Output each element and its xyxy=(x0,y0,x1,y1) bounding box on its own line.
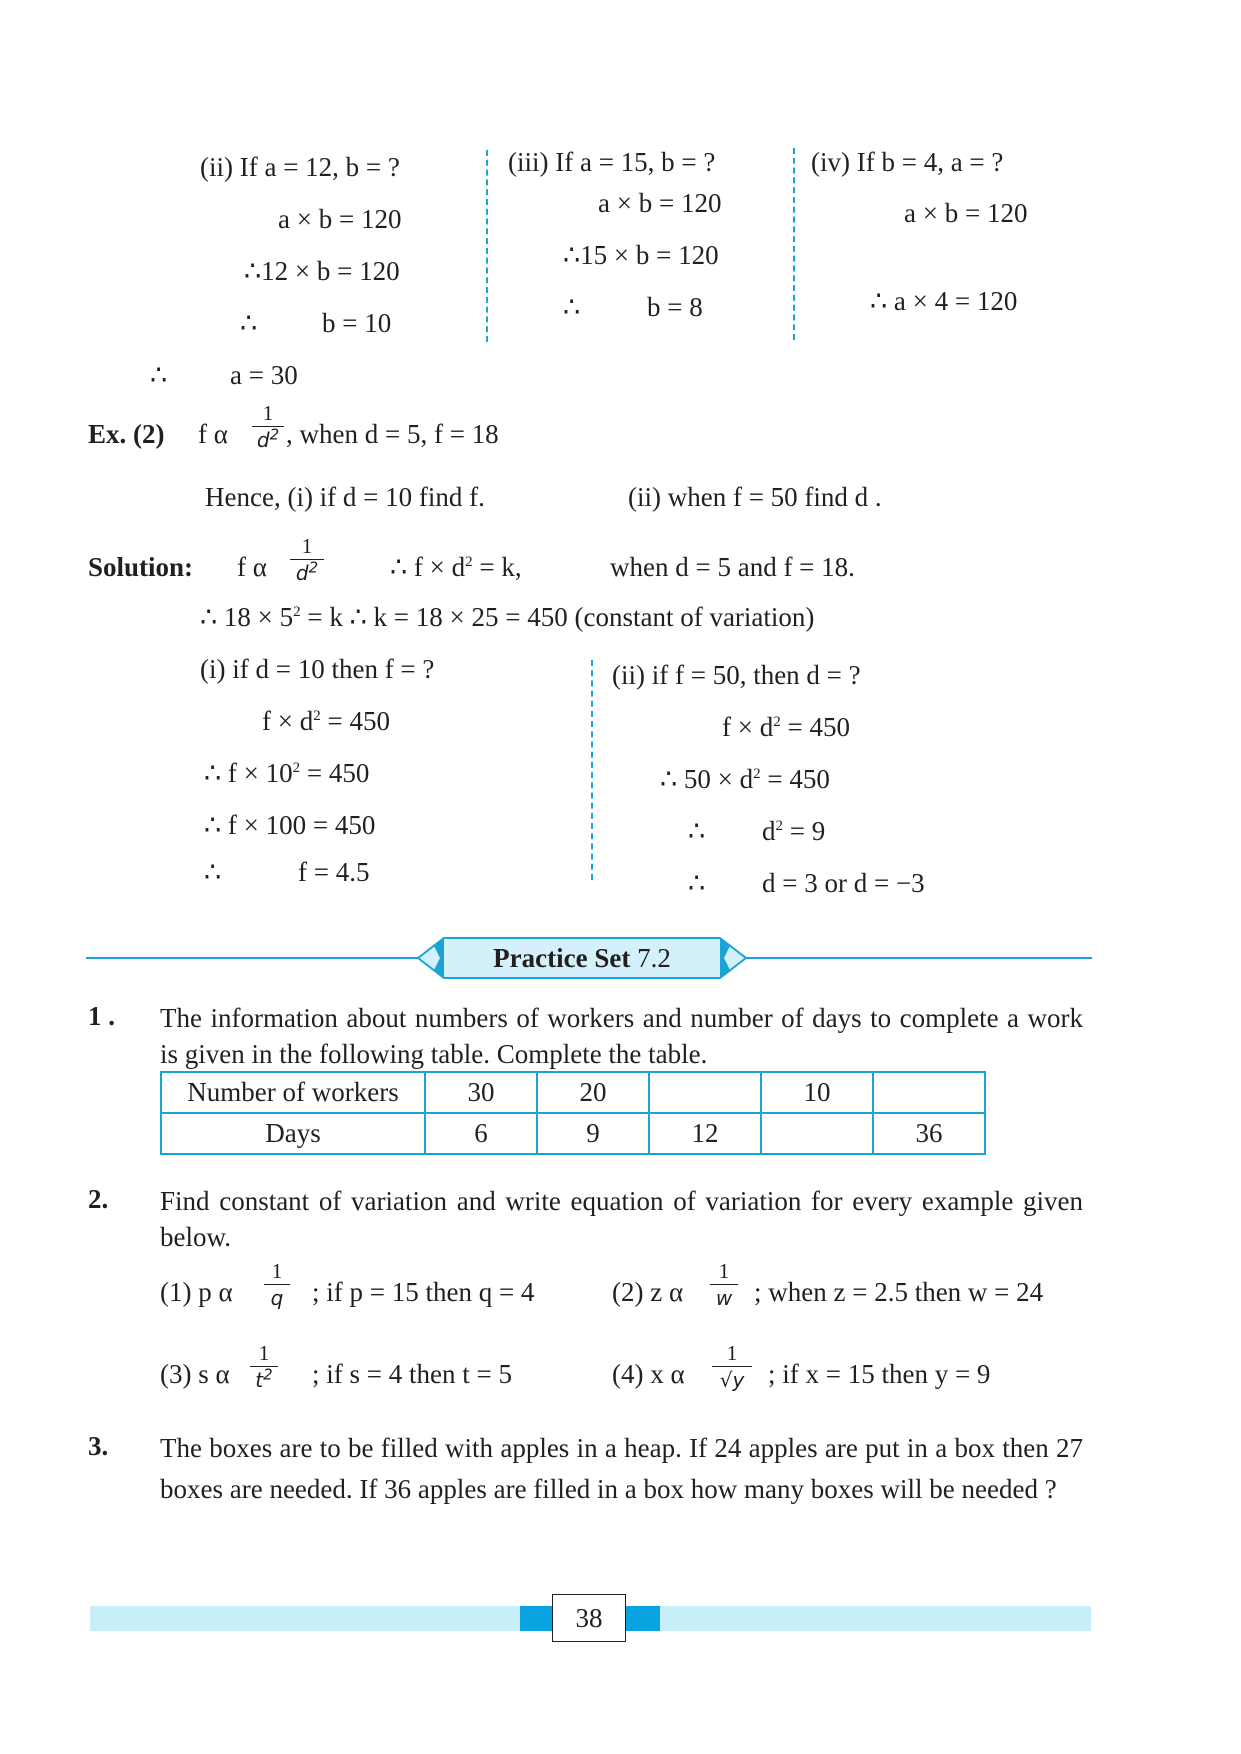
proportion-statement: f α xyxy=(237,552,267,582)
item-condition: ; when z = 2.5 then w = 24 xyxy=(754,1277,1044,1307)
part-iii-heading: (iii) If a = 15, b = ? xyxy=(508,147,716,177)
example-label: Ex. (2) xyxy=(88,419,165,449)
solution-part-i-line1: $f \times d^2 = 450$ xyxy=(262,706,390,736)
table-row xyxy=(161,1072,985,1113)
solution-part-i-line2: ∴ $f \times 10^2 = 450$ xyxy=(204,758,370,788)
question-text: The information about numbers of workers and number of days to complete a work is given in the following table. Complete the table. xyxy=(160,1003,1083,1069)
solution-part-ii-line3: $d^2 = 9$ xyxy=(762,816,826,846)
item-condition: ; if s = 4 then t = 5 xyxy=(312,1359,512,1389)
fraction: 1 w xyxy=(710,1258,738,1311)
part-ii-line4: a = 30 xyxy=(230,360,298,390)
table-cell: 9 xyxy=(537,1113,649,1154)
solution-part-i-heading: (i) if d = 10 then f = ? xyxy=(200,654,435,684)
therefore-symbol: ∴ xyxy=(688,868,706,898)
solution-part-ii-line4: d = 3 or d = −3 xyxy=(762,868,925,898)
table-cell: 12 xyxy=(649,1113,761,1154)
part-ii-heading: (ii) If a = 12, b = ? xyxy=(200,152,400,182)
page-number: 38 xyxy=(552,1594,626,1642)
table-cell: 10 xyxy=(761,1072,873,1113)
item-label: (3) s α xyxy=(160,1359,230,1389)
column-divider xyxy=(793,148,795,340)
therefore-symbol: ∴ xyxy=(240,308,258,338)
proportion-statement: f α xyxy=(198,419,228,449)
table-cell: 30 xyxy=(425,1072,537,1113)
table-cell xyxy=(649,1072,761,1113)
variation-equation: ∴ $f \times d^2 = k$, xyxy=(390,552,522,582)
fraction: 1 $t^2$ xyxy=(250,1340,278,1393)
question-ii: (ii) when f = 50 find d . xyxy=(628,482,882,512)
table-cell: 36 xyxy=(873,1113,985,1154)
item-label: (4) x α xyxy=(612,1359,685,1389)
solution-label: Solution: xyxy=(88,552,194,582)
question-number: 2. xyxy=(88,1184,109,1214)
part-iii-line1: a × b = 120 xyxy=(598,188,722,218)
part-ii-line1: a × b = 120 xyxy=(278,204,402,234)
column-divider xyxy=(486,150,488,342)
table-cell xyxy=(761,1113,873,1154)
given-values: when d = 5 and f = 18. xyxy=(610,552,855,582)
question-i: Hence, (i) if d = 10 find f. xyxy=(205,482,485,512)
solution-part-ii-heading: (ii) if f = 50, then d = ? xyxy=(612,660,861,690)
part-ii-line3: b = 10 xyxy=(322,308,392,338)
part-iii-line3: b = 8 xyxy=(647,292,703,322)
fraction: 1 q xyxy=(264,1258,290,1311)
therefore-symbol: ∴ xyxy=(563,292,581,322)
practice-set-title: Practice Set 7.2 xyxy=(493,943,671,973)
part-iv-heading: (iv) If b = 4, a = ? xyxy=(811,147,1004,177)
solution-part-i-line4: f = 4.5 xyxy=(298,857,370,887)
item-condition: ; if p = 15 then q = 4 xyxy=(312,1277,535,1307)
solution-part-ii-line2: ∴ $50 \times d^2 = 450$ xyxy=(660,764,830,794)
part-ii-line2: ∴12 × b = 120 xyxy=(244,256,400,286)
solution-part-ii-line1: $f \times d^2 = 450$ xyxy=(722,712,850,742)
constant-line: ∴ $18 \times 5^2 = k$ ∴ k = 18 × 25 = 450 (constant of variation) xyxy=(200,602,815,632)
therefore-symbol: ∴ xyxy=(204,857,222,887)
fraction: 1 √y xyxy=(712,1340,752,1393)
part-iii-line2: ∴15 × b = 120 xyxy=(563,240,719,270)
fraction: 1 $d^2$ xyxy=(252,400,284,453)
item-label: (1) p α xyxy=(160,1277,233,1307)
solution-part-i-line3: ∴ f × 100 = 450 xyxy=(204,810,376,840)
table-row-label: Number of workers xyxy=(161,1072,425,1113)
question-text: The boxes are to be filled with apples in a heap. If 24 apples are put in a box then 27 boxes are needed. If 36 apples are filled in a box how many boxes will be needed ? xyxy=(160,1433,1083,1504)
table-cell xyxy=(873,1072,985,1113)
given-values: , when d = 5, f = 18 xyxy=(286,419,499,449)
item-condition: ; if x = 15 then y = 9 xyxy=(768,1359,991,1389)
fraction: 1 $d^2$ xyxy=(290,533,324,586)
therefore-symbol: ∴ xyxy=(688,816,706,846)
table-row-label: Days xyxy=(161,1113,425,1154)
table-row xyxy=(161,1113,985,1154)
part-iv-line1: a × b = 120 xyxy=(904,198,1028,228)
table-cell: 20 xyxy=(537,1072,649,1113)
column-divider xyxy=(591,660,593,880)
part-iv-line2: ∴ a × 4 = 120 xyxy=(870,286,1018,316)
therefore-symbol: ∴ xyxy=(150,360,168,390)
item-label: (2) z α xyxy=(612,1277,684,1307)
workers-days-table xyxy=(160,1071,986,1155)
question-text: Find constant of variation and write equation of variation for every example given below. xyxy=(160,1186,1083,1252)
question-number: 3. xyxy=(88,1431,109,1461)
table-cell: 6 xyxy=(425,1113,537,1154)
question-number: 1 . xyxy=(88,1001,115,1031)
